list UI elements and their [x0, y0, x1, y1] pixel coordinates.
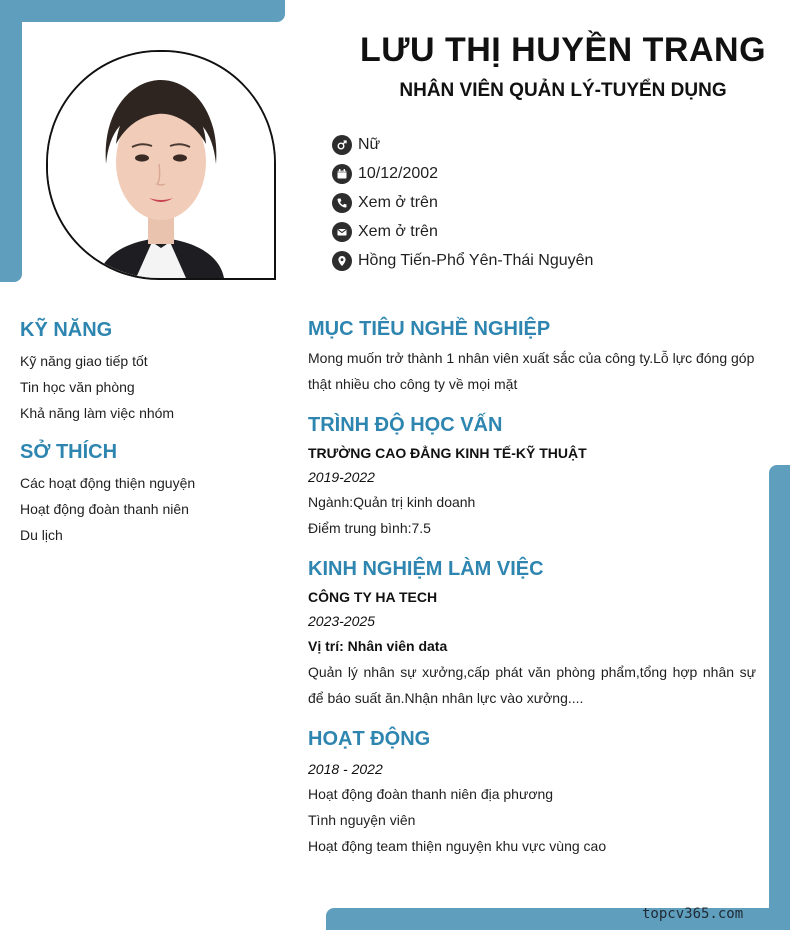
profile-photo: [46, 50, 276, 280]
decorative-left-bar: [0, 0, 22, 282]
skills-list: [20, 348, 280, 426]
experience-role: Vị trí: Nhân viên data: [308, 638, 448, 654]
candidate-name: LƯU THỊ HUYỀN TRANG: [359, 31, 767, 69]
contact-info: [332, 130, 593, 275]
email-value: Xem ở trên: [358, 222, 438, 240]
gender-icon: [332, 135, 352, 155]
contact-email: [332, 217, 593, 246]
contact-phone: [332, 188, 593, 217]
decorative-top-bar: [0, 0, 285, 22]
company-name: CÔNG TY HA TECH: [308, 589, 438, 605]
activities-period: 2018 - 2022: [308, 761, 383, 777]
activity-item: Tình nguyện viên: [308, 812, 416, 828]
phone-value: Xem ở trên: [358, 193, 438, 211]
calendar-icon: [332, 164, 352, 184]
skills-title: KỸ NĂNG: [20, 319, 113, 341]
education-gpa: Điểm trung bình:7.5: [308, 520, 431, 536]
experience-description: Quản lý nhân sự xưởng,cấp phát văn phòng phẩm,tổng hợp nhân sự để báo suất ăn.Nhận nhân lực vào xưởng....: [308, 664, 756, 706]
experience-period: 2023-2025: [308, 613, 375, 629]
address-value: Hồng Tiến-Phổ Yên-Thái Nguyên: [358, 251, 594, 269]
skill-item: Khả năng làm việc nhóm: [20, 405, 175, 421]
contact-gender: [332, 130, 593, 159]
skill-item: Tin học văn phòng: [20, 379, 135, 395]
skill-item: Kỹ năng giao tiếp tốt: [20, 353, 148, 369]
hobby-item: Hoạt động đoàn thanh niên: [20, 501, 189, 517]
objective-title: MỤC TIÊU NGHỀ NGHIỆP: [308, 318, 551, 340]
hobby-item: Các hoạt động thiện nguyện: [20, 475, 196, 491]
contact-address: [332, 246, 593, 275]
desired-position: NHÂN VIÊN QUẢN LÝ-TUYỂN DỤNG: [399, 80, 727, 101]
activities-title: HOẠT ĐỘNG: [308, 728, 431, 750]
objective-text: Mong muốn trở thành 1 nhân viên xuất sắc của công ty.Lỗ lực đóng góp thật nhiều cho công ty về mọi mặt: [308, 350, 755, 392]
decorative-right-bar: [769, 465, 790, 930]
experience-title: KINH NGHIỆM LÀM VIỆC: [308, 558, 544, 580]
right-column: [308, 315, 756, 859]
hobby-item: Du lịch: [20, 527, 63, 543]
hobbies-title: SỞ THÍCH: [20, 441, 118, 463]
gender-value: Nữ: [358, 135, 381, 153]
school-name: TRƯỜNG CAO ĐẲNG KINH TẾ-KỸ THUẬT: [308, 445, 587, 461]
watermark: topcv365.com: [642, 906, 744, 922]
education-period: 2019-2022: [308, 469, 375, 485]
activity-item: Hoạt động đoàn thanh niên địa phương: [308, 786, 554, 802]
left-column: [20, 316, 280, 548]
activity-item: Hoạt động team thiện nguyện khu vực vùng cao: [308, 838, 607, 854]
education-major: Ngành:Quản trị kinh doanh: [308, 494, 476, 510]
contact-birthday: [332, 159, 593, 188]
education-title: TRÌNH ĐỘ HỌC VẤN: [308, 414, 503, 436]
email-icon: [332, 222, 352, 242]
location-pin-icon: [332, 251, 352, 271]
phone-icon: [332, 193, 352, 213]
hobbies-list: [20, 470, 280, 548]
birthday-value: 10/12/2002: [358, 164, 439, 182]
